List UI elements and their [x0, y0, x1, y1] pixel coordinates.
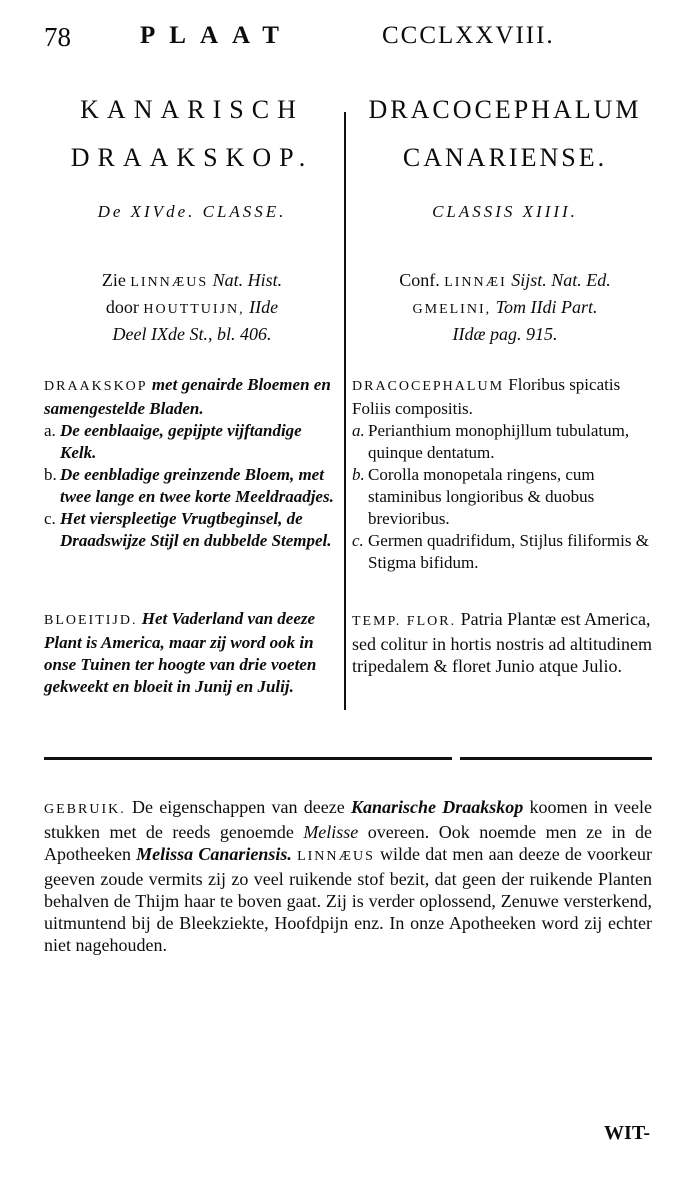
ref-gmelini: GMELINI,	[412, 302, 492, 317]
ref-line3: Deel IXde St., bl. 406.	[112, 324, 272, 344]
right-reference	[352, 268, 658, 346]
ref-houttuijn: HOUTTUIJN,	[143, 302, 245, 317]
left-title-line2: DRAAKSKOP.	[70, 143, 314, 172]
left-column	[44, 86, 340, 182]
plate-label: PLAAT	[140, 22, 293, 49]
ref-conf: Conf.	[399, 270, 440, 290]
list-item: a. De eenblaaige, gepijpte vijftandige Kelk.	[44, 421, 302, 462]
page-number: 78	[44, 22, 71, 52]
left-title-line1: KANARISCH	[80, 95, 304, 124]
right-title-line1: DRACOCEPHALUM	[368, 95, 642, 124]
section-rule-left	[44, 757, 452, 760]
plate-number: CCCLXXVIII.	[382, 22, 555, 49]
ref-door: door	[105, 297, 139, 317]
catchword: WIT-	[604, 1122, 650, 1144]
ref-pag: IIdæ pag. 915.	[452, 324, 558, 344]
list-item: b. Corolla monopetala ringens, cum staminibus longioribus & duobus brevioribus.	[352, 465, 595, 528]
left-reference	[44, 268, 340, 346]
section-rule-right	[460, 757, 652, 760]
list-item: a. Perianthium monophijllum tubulatum, quinque dentatum.	[352, 421, 630, 462]
right-description	[352, 374, 658, 574]
ref-sijst: Sijst. Nat. Ed.	[511, 270, 611, 290]
temp-flor-label: TEMP. FLOR.	[352, 614, 457, 629]
gebruik-label: GEBRUIK.	[44, 802, 126, 817]
column-divider	[344, 112, 346, 710]
right-title-line2: CANARIENSE.	[402, 143, 608, 172]
ref-zie: Zie	[101, 270, 126, 290]
bloeitijd-label: BLOEITIJD.	[44, 613, 138, 628]
page-header	[44, 22, 634, 62]
ref-linnaei: LINNÆI	[444, 275, 507, 290]
desc-head-label: DRACOCEPHALUM	[352, 379, 505, 394]
ref-deel: IIde	[249, 297, 279, 317]
list-item: c. Het vierspleetige Vrugtbeginsel, de Draadswijze Stijl en dubbelde Stempel.	[44, 509, 332, 550]
gebruik-paragraph: GEBRUIK. De eigenschappen van deeze Kanarische Draakskop koomen in veele stukken met de reeds genoemde Melisse overeen. Ook noemde men ze in de Apotheeken Melissa Canariensis. LINNÆUS wilde dat men aan deeze de voorkeur geeven zoude vermits zij zo veel ruikende stof bezit, dat geen der ruikende Planten behalven de Thijm haar te boven gaat. Zij is verder oplossend, Zenuwe versterkend, uitmuntend bij de Bleekziekte, Hoofdpijn enz. In onze Apotheeken word zij echter niet nagehouden.	[44, 797, 653, 955]
left-description	[44, 374, 340, 552]
left-bloeitijd	[44, 608, 340, 698]
bloeitijd-text: Het Vaderland van deeze Plant is America, maar zij word ook in onse Tuinen ter hoogte van drie voeten gekweekt en bloeit in Junij en Julij.	[44, 609, 317, 696]
right-column	[352, 86, 658, 182]
desc-head-text: met genairde Bloemen en samengestelde Bladen.	[44, 375, 331, 418]
left-classe: De XIVde. CLASSE.	[97, 202, 287, 221]
list-item: c. Germen quadrifidum, Stijlus filiformis & Stigma bifidum.	[352, 531, 649, 572]
gebruik-plant-name: Kanarische Draakskop	[350, 797, 524, 817]
temp-flor-text: Patria Plantæ est America, sed colitur in hortis nostris ad altitudinem tripedalem & floret Junio atque Julio.	[352, 609, 652, 676]
ref-linnaeus: LINNÆUS	[130, 275, 209, 290]
desc-head-text: Floribus spicatis Foliis compositis.	[352, 375, 621, 418]
right-classis: CLASSIS XIIII.	[432, 202, 578, 221]
right-temp-flor	[352, 608, 658, 677]
list-item: b. De eenbladige greinzende Bloem, met twee lange en twee korte Meeldraadjes.	[44, 465, 334, 506]
desc-head-label: DRAAKSKOP	[44, 379, 148, 394]
ref-tom: Tom IIdi Part.	[495, 297, 598, 317]
ref-nat-hist: Nat. Hist.	[212, 270, 283, 290]
